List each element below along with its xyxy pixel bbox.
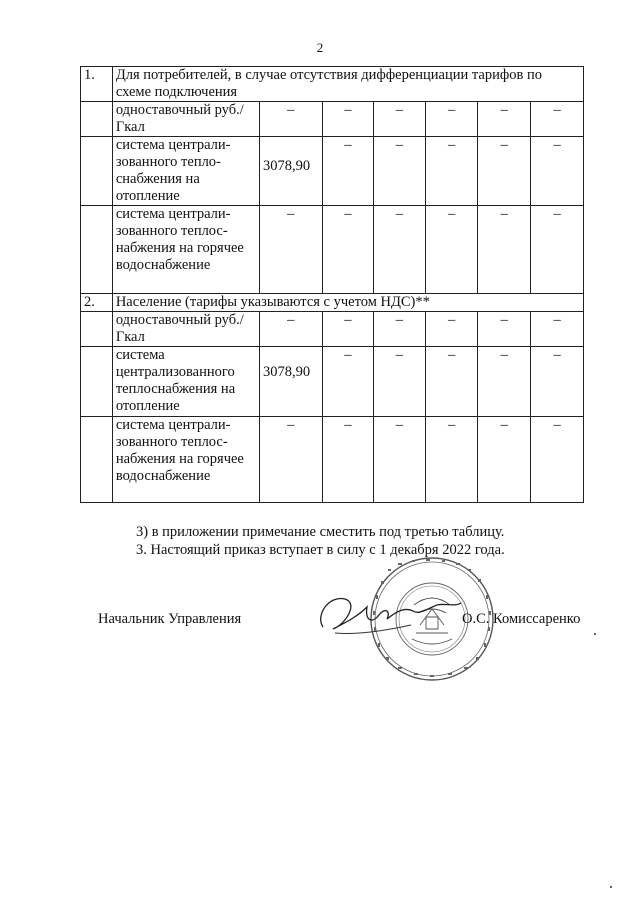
value-cell: – bbox=[259, 312, 322, 347]
row-label: одноставочный руб./Гкал bbox=[112, 312, 259, 347]
value-cell: – bbox=[425, 312, 478, 347]
value-cell: – bbox=[531, 137, 584, 206]
table-row bbox=[81, 206, 584, 294]
value-cell: – bbox=[478, 347, 531, 417]
value-cell: – bbox=[478, 417, 531, 503]
note-appendix: 3) в приложении примечание сместить под третью таблицу. bbox=[136, 524, 505, 540]
value-cell: – bbox=[478, 137, 531, 206]
value-cell: – bbox=[374, 417, 426, 503]
value-cell: – bbox=[374, 102, 426, 137]
value-cell: – bbox=[425, 417, 478, 503]
value-cell: – bbox=[322, 347, 374, 417]
value-cell: – bbox=[374, 206, 426, 294]
table-row bbox=[81, 312, 584, 347]
section-title: Население (тарифы указываются с учетом НДС)** bbox=[112, 294, 583, 312]
row-label: система централизованного теплоснабжения на отопление bbox=[112, 347, 259, 417]
value-cell: – bbox=[322, 102, 374, 137]
value-cell: – bbox=[531, 417, 584, 503]
tariff-table bbox=[80, 66, 584, 503]
value-cell: – bbox=[425, 206, 478, 294]
value-cell: – bbox=[478, 312, 531, 347]
section-number: 1. bbox=[81, 67, 113, 102]
value-cell: – bbox=[531, 312, 584, 347]
section-number: 2. bbox=[81, 294, 113, 312]
table-row bbox=[81, 347, 584, 417]
value-cell: – bbox=[374, 347, 426, 417]
row-label: система централи-зованного тепло-снабжения на отопление bbox=[112, 137, 259, 206]
value-cell: – bbox=[478, 102, 531, 137]
value-cell: – bbox=[531, 102, 584, 137]
scan-speck bbox=[594, 633, 596, 635]
table-row bbox=[81, 102, 584, 137]
value-cell: – bbox=[259, 206, 322, 294]
value-cell: – bbox=[374, 137, 426, 206]
value-cell: – bbox=[259, 417, 322, 503]
signatory-name: О.С. Комиссаренко bbox=[462, 611, 581, 627]
signatory-position: Начальник Управления bbox=[98, 611, 242, 627]
value-cell: – bbox=[322, 206, 374, 294]
value-cell: – bbox=[425, 102, 478, 137]
value-cell: 3078,90 bbox=[259, 347, 322, 417]
value-cell: – bbox=[322, 137, 374, 206]
value-cell: – bbox=[322, 312, 374, 347]
value-cell: – bbox=[425, 347, 478, 417]
table-row bbox=[81, 417, 584, 503]
scan-speck bbox=[610, 886, 612, 888]
row-label: система централи-зованного теплос-набжения на горячее водоснабжение bbox=[112, 206, 259, 294]
section-title: Для потребителей, в случае отсутствия дифференциации тарифов по схеме подключения bbox=[112, 67, 583, 102]
signature bbox=[315, 585, 465, 645]
value-cell: – bbox=[259, 102, 322, 137]
row-label: одноставочный руб./Гкал bbox=[112, 102, 259, 137]
note-effective-date: 3. Настоящий приказ вступает в силу с 1 декабря 2022 года. bbox=[136, 542, 505, 558]
value-cell: – bbox=[425, 137, 478, 206]
table-row bbox=[81, 137, 584, 206]
value-cell: – bbox=[478, 206, 531, 294]
row-label: система централи-зованного теплос-набжения на горячее водоснабжение bbox=[112, 417, 259, 503]
value-cell: – bbox=[531, 206, 584, 294]
value-cell: – bbox=[531, 347, 584, 417]
page-number: 2 bbox=[316, 40, 324, 55]
section-row bbox=[81, 294, 584, 312]
value-cell: – bbox=[322, 417, 374, 503]
value-cell: 3078,90 bbox=[259, 137, 322, 206]
section-row bbox=[81, 67, 584, 102]
value-cell: – bbox=[374, 312, 426, 347]
